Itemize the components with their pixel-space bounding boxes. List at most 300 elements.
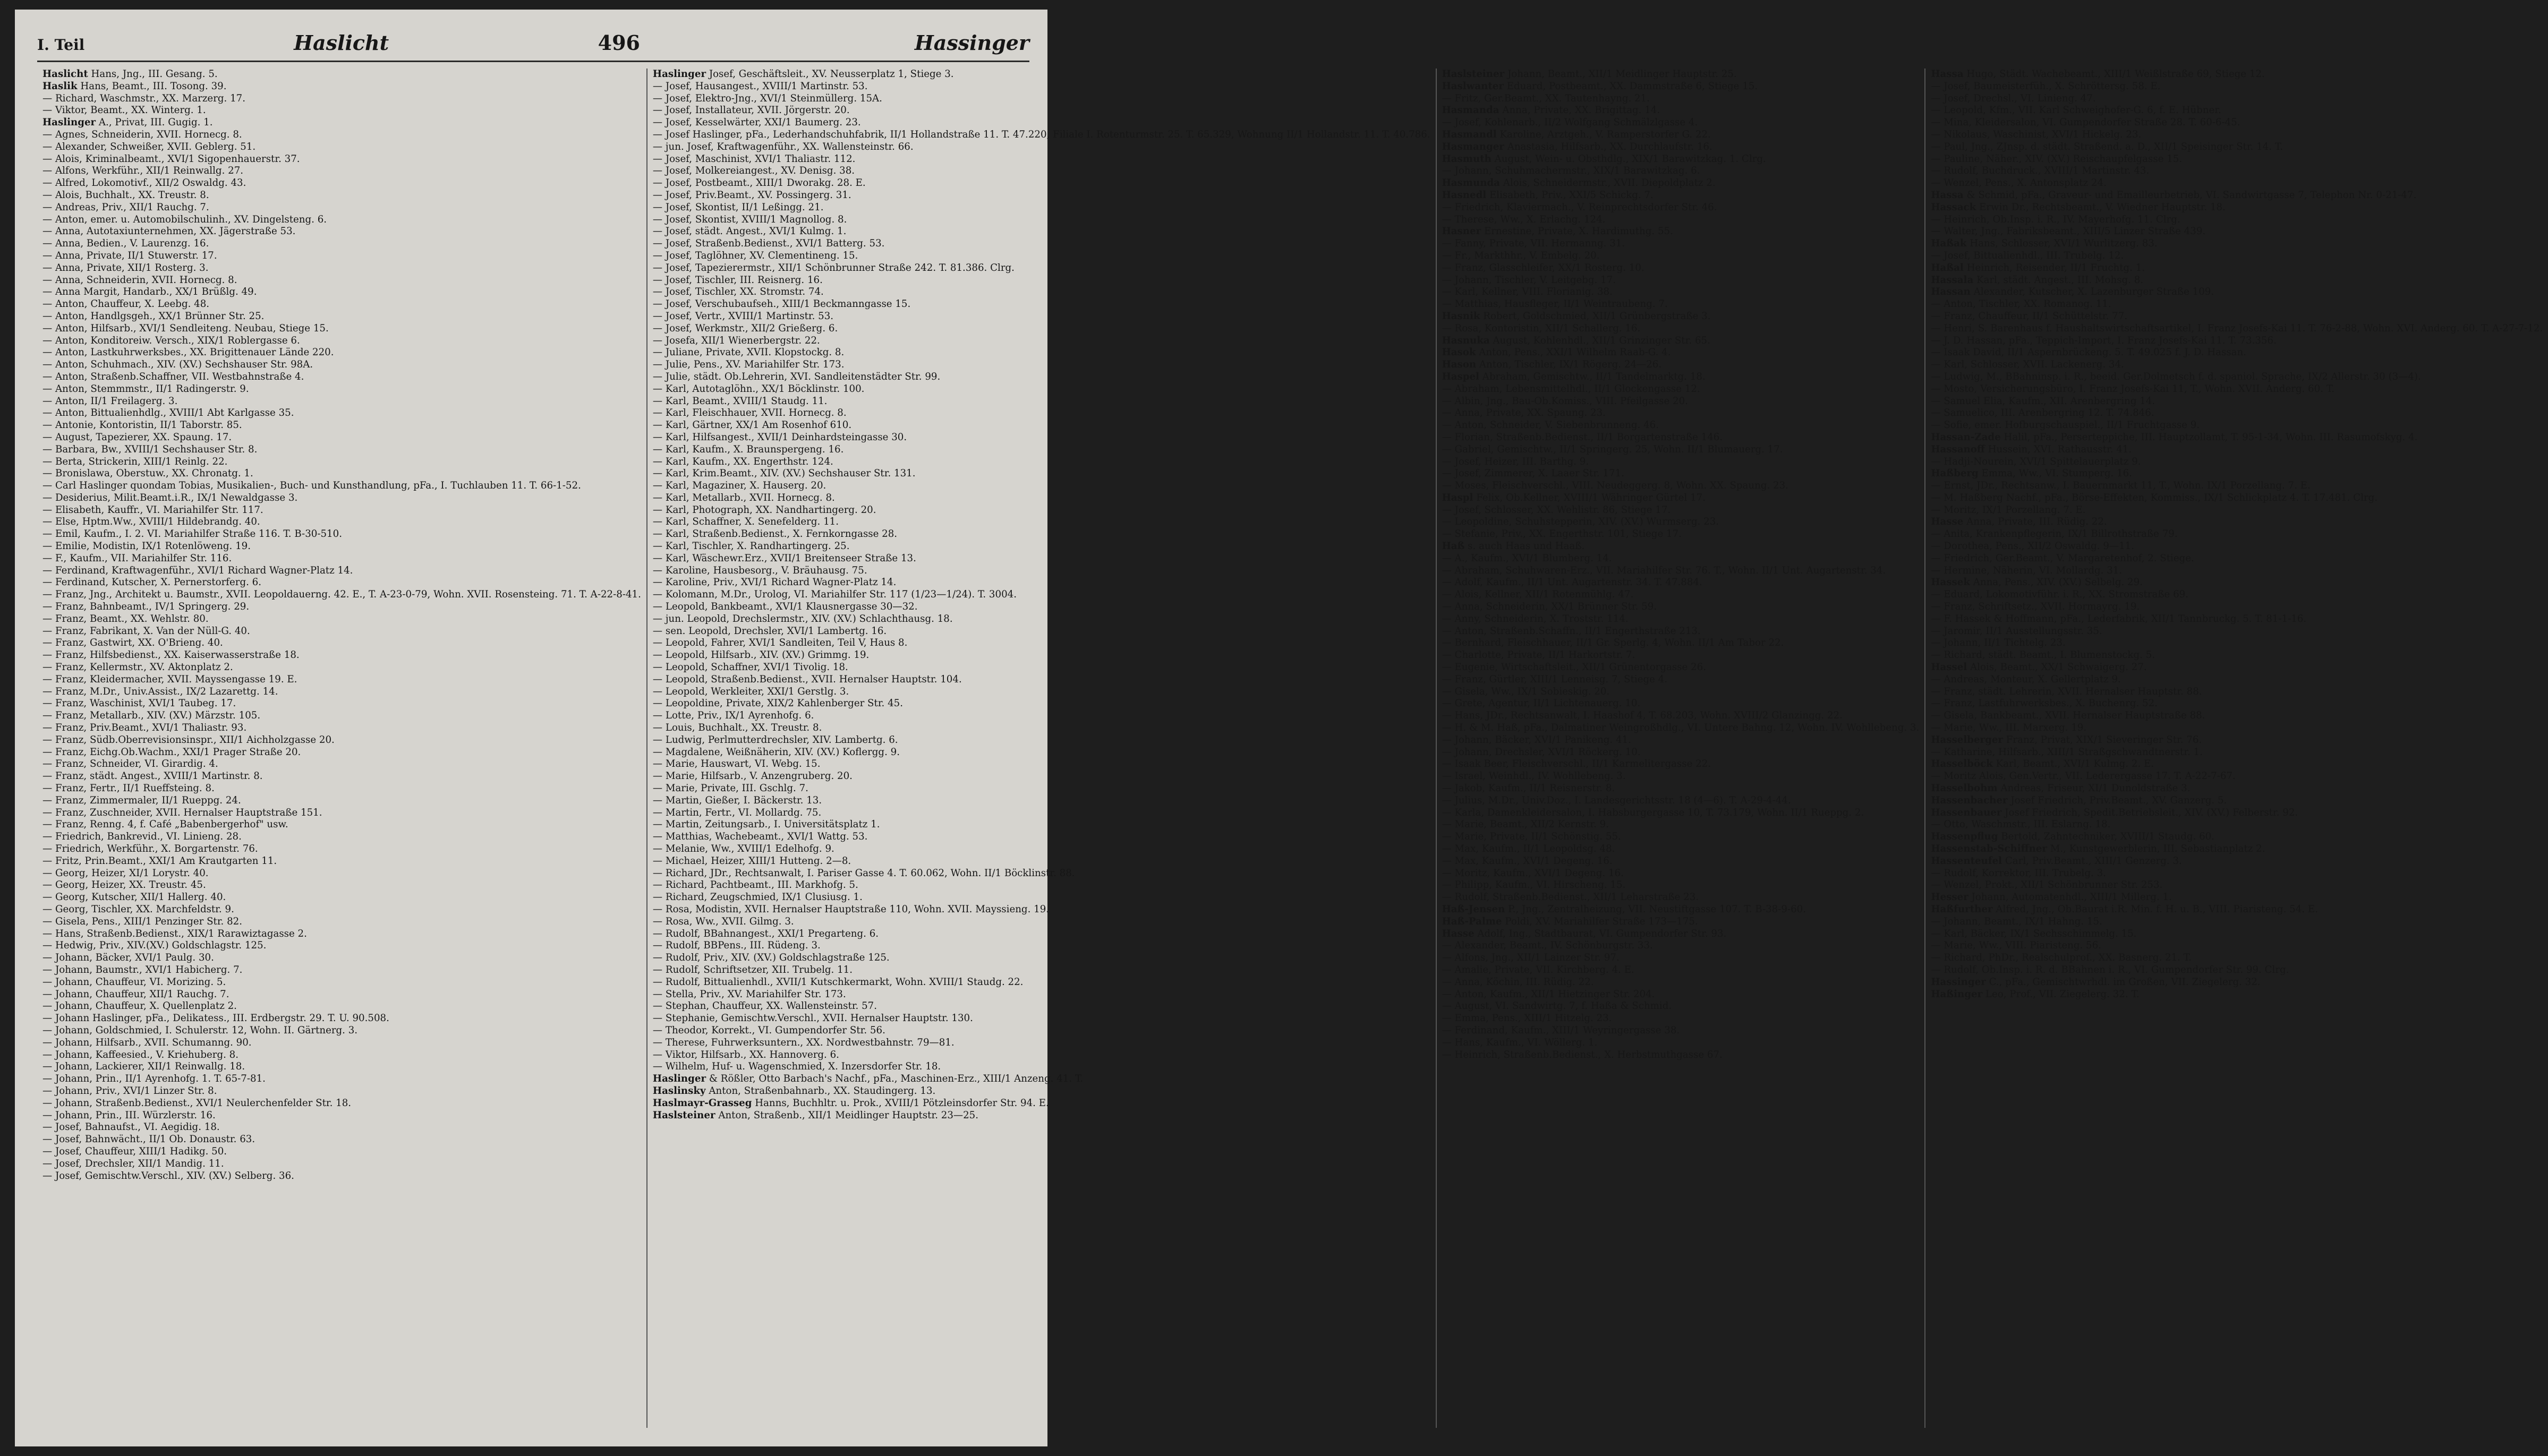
directory-entry: Hassel Alois, Beamt., XX/1 Schwaigerg. 27. [1931,662,2147,673]
column-3 [1437,68,1926,1428]
directory-entry: — Hedwig, Priv., XIV.(XV.) Goldschlagstr. 125. [42,940,267,952]
directory-entry: — Karl, Wäschewr.Erz., XVII/1 Breitenseer Straße 13. [652,552,916,564]
directory-entry: — Agnes, Schneiderin, XVII. Hornecg. 8. [42,129,242,140]
directory-entry: Haß s. auch Haas und Haaß. [1442,541,1585,552]
directory-entry: — Josefa, XII/1 Wienerbergstr. 22. [652,335,820,346]
directory-entry: — H. & M. Haß, pFa., Dalmatiner Weingroßhdlg., VI. Untere Bahng. 12, Wohn. IV. Wohllebeng. 3. [1442,722,1920,734]
directory-entry: — Karl, Fleischhauer, XVII. Hornecg. 8. [652,407,847,419]
directory-entry: — Eduard, Lokomotivführ. i. R., XX. Stromstraße 69. [1931,589,2189,601]
directory-entry: — Karl, Schlosser, XVII. Lackenerg. 34. [1931,359,2124,371]
directory-entry: — Franz, Südb.Oberrevisionsinspr., XII/1 Aichholzgasse 20. [42,734,335,746]
directory-entry: — Franz, Fabrikant, X. Van der Nüll-G. 40. [42,625,250,637]
directory-page [15,10,2543,1446]
directory-entry: — Josef, Bahnaufst., VI. Aegidig. 18. [42,1121,220,1133]
directory-entry: Haslmayr-Grasseg Hanns, Buchhltr. u. Prok., XVIII/1 Pötzleinsdorfer Str. 94. E. [652,1097,1049,1109]
directory-entry: — Johann, Lackierer, XII/1 Reinwallg. 18. [42,1061,245,1073]
directory-entry: — Georg, Heizer, XX. Treustr. 45. [42,879,206,891]
directory-entry: — Johann Haslinger, pFa., Delikatess., III. Erdbergstr. 29. T. U. 90.508. [42,1013,389,1024]
directory-entry: — Leopold, Fahrer, XVI/1 Sandleiten, Teil V, Haus 8. [652,637,908,649]
directory-entry: — Leopold, Straßenb.Bedienst., XVII. Hernalser Hauptstr. 104. [652,673,962,685]
directory-entry: — Friedrich, Bankrevid., VI. Linieng. 28. [42,831,242,843]
directory-entry: — Anna, Autotaxiunternehmen, XX. Jägerstraße 53. [42,226,296,237]
directory-entry: — Franz, städt. Lehrerin, XVII. Hernalser Hauptstr. 88. [1931,686,2202,697]
directory-entry: — Josef, Drechsler, XII/1 Mandig. 11. [42,1158,224,1169]
directory-entry: Hasnik Robert, Goldschmied, XII/1 Grünbergstraße 3. [1442,310,1711,322]
directory-entry: — Josef, Tischler, III. Reisnerg. 16. [652,274,823,286]
directory-entry: — Philipp, Kaufm., VI. Hirscheng. 15. [1442,879,1626,891]
directory-entry: — Josef, Hausangest., XVIII/1 Martinstr. 53. [652,80,868,92]
directory-entry: Haspl Felix, Ob.Kellner, XVIII/1 Währinger Gürtel 17. [1442,492,1706,503]
directory-entry: — Alfons, Werkführ., XII/1 Reinwallg. 27. [42,165,244,177]
directory-entry: Hassala Karl, städt. Angest., III. Mohsg. 8. [1931,274,2144,286]
directory-entry: — Josef, Bittualienhdl., III. Trubelg. 12. [1931,250,2124,261]
directory-entry: — Antonie, Kontoristin, II/1 Taborstr. 85. [42,419,242,431]
directory-entry: — Juliane, Private, XVII. Klopstockg. 8. [652,347,845,358]
directory-entry: Haslinsky Anton, Straßenbahnarb., XX. Staudingerg. 13. [652,1085,936,1097]
directory-entry: Hasmunda Alois, Schneidermstr., XVII. Diepoldplatz 2. [1442,177,1716,189]
directory-entry: — Josef, Tapezierermstr., XII/1 Schönbrunner Straße 242. T. 81.386. Clrg. [652,262,1015,273]
directory-entry: Hassenteufel Carl, Priv.Beamt., XIII/1 Genzerg. 3. [1931,855,2182,867]
directory-entry: — Josef, Baumeisterfüh., X. Schröttersg. 58. E. [1931,80,2161,92]
directory-entry: — Martin, Fertr., VI. Mollardg. 75. [652,807,822,818]
directory-entry: — Eugenie, Wirtschaftsleit., XII/1 Grünentorgasse 26. [1442,662,1706,673]
directory-entry: — Julie, Pens., XV. Mariahilfer Str. 173. [652,359,845,371]
directory-entry: Hasnuka August, Kohlenhdl., XII/1 Grinzinger Str. 65. [1442,335,1710,346]
directory-entry: — Moritz, IX/1 Porzellang. 7. E. [1931,504,2086,516]
directory-entry: — Rudolf, Straßenb.Bedienst., XII/1 Leharstraße 23. [1442,892,1699,903]
directory-entry: — Samuel Elia, Kaufm., XII. Arenbergring 14. [1931,395,2155,407]
directory-entry: — Fritz, Ger.Beamt., XX. Tautenhayng. 21. [1442,92,1650,104]
directory-entry: Haßinger Leo, Prof., VII. Ziegelerg. 32. T. [1931,988,2140,1000]
directory-entry: — Richard, JDr., Rechtsanwalt, I. Pariser Gasse 4. T. 60.062, Wohn. II/1 Böcklinstr. 88. [652,867,1075,879]
directory-entry: — Fanny, Private, VII. Hermanng. 31. [1442,238,1625,250]
directory-entry: — Josef, Maschinist, XVI/1 Thaliastr. 112. [652,153,856,165]
directory-entry: Hassenbacher Josef Friedrich, Priv.Beamt., XV. Ganzerg. 5. [1931,794,2227,806]
directory-entry: — Richard, Zeugschmied, IX/1 Clusiusg. 1. [652,892,863,903]
directory-entry: — Anna, Private, XII/1 Rosterg. 3. [42,262,209,273]
directory-entry: — Rosa, Modistin, XVII. Hernalser Hauptstraße 110, Wohn. XVII. Mayssieng. 19. [652,903,1050,915]
directory-entry: — Johann, Bäcker, XVI/1 Paulg. 30. [42,952,214,964]
directory-entry: — Heinrich, Ob.Insp. i. R., IV. Mayerhofg. 11. Clrg. [1931,213,2180,225]
directory-entry: — Max, Kaufm., II/1 Leopoldsg. 48. [1442,843,1615,854]
directory-entry: — Josef, Priv.Beamt., XV. Possingerg. 31. [652,189,851,201]
directory-entry: — Anton, Schuhmach., XIV. (XV.) Sechshauser Str. 98A. [42,359,313,371]
directory-entry: — Ludwig, Perlmutterdrechsler, XIV. Lambertg. 6. [652,734,898,746]
right-guide-word: Hassinger [914,31,1029,55]
entry-columns [37,68,2543,1428]
directory-entry: — Leopold, Kfm., VII. Karl Schweighofer-G. 6, f. E. Hübner. [1931,105,2221,116]
directory-entry: — Alois, Kriminalbeamt., XVI/1 Sigopenhauerstr. 37. [42,153,300,165]
directory-entry: Haslinger Josef, Geschäftsleit., XV. Neusserplatz 1, Stiege 3. [652,68,954,80]
directory-entry: — Johann, Prin., II/1 Ayrenhofg. 1. T. 65-7-81. [42,1073,266,1085]
directory-entry: — Andreas, Monteur, X. Gellertplatz 9. [1931,673,2121,685]
directory-entry: — Josef, Drechsl., VI. Linieng. 47. [1931,92,2096,104]
directory-entry: — Georg, Tischler, XX. Marchfeldstr. 9. [42,903,234,915]
directory-entry: — Emilie, Modistin, IX/1 Rotenlöweng. 19. [42,541,251,552]
directory-entry: — Josef, Straßenb.Bedienst., XVI/1 Batterg. 53. [652,238,885,250]
directory-entry: Haß-Palme Poldi, XV. Mariahilfer Straße 173—175. [1442,915,1698,927]
directory-entry: — Marie, Private, III. Gschlg. 7. [652,783,808,794]
directory-entry: — Abraham, Schuhwaren-Erz., VII. Mariahilfer Str. 76. T., Wohn. II/1 Unt. Augartenstr. 34. [1442,564,1886,576]
directory-entry: — Franz, Glasschleifer, XX/1 Rosterg. 10. [1442,262,1644,273]
directory-entry: — Abraham, Lebensmittelhdl., II/1 Glockengasse 12. [1442,383,1700,395]
directory-entry: — Heinrich, Straßenb.Bedienst., X. Herbstmuthgasse 67. [1442,1049,1723,1060]
directory-entry: — Fritz, Prin.Beamt., XXI/1 Am Krautgarten 11. [42,855,277,867]
directory-entry: — Martin, Gießer, I. Bäckerstr. 13. [652,794,822,806]
directory-entry: — Therese, Ww., X. Erlachg. 124. [1442,213,1606,225]
directory-entry: — Desiderius, Milit.Beamt.i.R., IX/1 Newaldgasse 3. [42,492,298,503]
directory-entry: — Karl, Autotaglöhn., XX/1 Böcklinstr. 100. [652,383,865,395]
directory-entry: — Anton, Handlgsgeh., XX/1 Brünner Str. 25. [42,310,265,322]
directory-entry: — Rudolf, Korrektor, III. Trubelg. 3. [1931,867,2106,879]
directory-entry: — Josef, Gemischtw.Verschl., XIV. (XV.) Selberg. 36. [42,1170,294,1181]
directory-entry: — Karl, Gärtner, XX/1 Am Rosenhof 610. [652,419,852,431]
page-header [37,31,1029,62]
directory-entry: — Sofie, emer. Hofburgschauspiel., II/1 Fruchtgasse 9. [1931,419,2200,431]
directory-entry: — Anton, Bittualienhdlg., XVIII/1 Abt Karlgasse 35. [42,407,294,419]
directory-entry: — Richard, Waschmstr., XX. Marzerg. 17. [42,92,246,104]
directory-entry: — Amalie, Private, VII. Kirchberg. 4. E. [1442,964,1634,975]
directory-entry: — Hans, Kaufm., VI. Wöllerg. 1. [1442,1037,1598,1048]
directory-entry: — Anton, Straßenb.Schaffn., II/1 Engerthstraße 213. [1442,625,1701,637]
directory-entry: — Stefanie, Priv., XX. Engerthstr. 101, Stiege 17. [1442,528,1682,540]
directory-entry: — Alois, Buchhalt., XX. Treustr. 8. [42,189,209,201]
directory-entry: Haßal Heinrich, Reisender, II/1 Fruchtg. 1. [1931,262,2145,273]
directory-entry: — jun. Josef, Kraftwagenführ., XX. Wallensteinstr. 66. [652,141,914,152]
directory-entry: — Gisela, Bankbeamt., XVII. Hernalser Hauptstraße 88. [1931,710,2205,722]
directory-entry: Hassack Erwin Dr., Rechtsbeamt., V. Wiedner Hauptstr. 18. [1931,201,2226,213]
directory-entry: — Paul, Jng., ZJnsp. d. städt. Straßend. a. D., XII/1 Speisinger Str. 14. T. [1931,141,2283,152]
directory-entry: Hassenpflug Bertold, Zahntechniker, XVIII/1 Staudg. 60. [1931,831,2215,843]
directory-entry: — Anita, Krankenpflegerin, IX/1 Billrothstraße 79. [1931,528,2178,540]
directory-entry: — Anton, Chauffeur, X. Leebg. 48. [42,298,210,310]
directory-entry: — Mina, Kleidersalon, VI. Gumpendorfer Straße 28. T. 60-6-45. [1931,117,2240,129]
directory-entry: — Josef, Bahnwächt., II/1 Ob. Donaustr. 63. [42,1134,255,1145]
directory-entry: — Johann, II/1 Tichtelg. 23. [1931,637,2066,649]
directory-entry: Hassa Hugo, Städt. Wachebeamt., XIII/1 Weißlstraße 69, Stiege 12. [1931,68,2265,80]
directory-entry: — Julie, städt. Ob.Lehrerin, XVI. Sandleitenstädter Str. 99. [652,371,941,382]
directory-entry: — Anton, Konditoreiw. Versch., XIX/1 Roblergasse 6. [42,335,300,346]
directory-entry: — Hans, JDr., Rechtsanwalt, I. Haashof 4, T. 68.203, Wohn. XVIII/2 Glanzingg. 22. [1442,710,1843,722]
directory-entry: — Rudolf, BBahnangest., XXI/1 Pregarteng. 6. [652,928,879,939]
directory-entry: — Franz, Schriftsetz., XVII. Hormayrg. 19. [1931,601,2140,613]
directory-entry: — Josef, Skontist, XVIII/1 Magnollog. 8. [652,213,847,225]
directory-entry: Hasnedl Elisabeth, Priv., XXI/5 Schickg. 7. [1442,189,1654,201]
directory-entry: — Leopold, Bankbeamt., XVI/1 Klausnergasse 30—32. [652,601,918,613]
directory-entry: — Karl, Magaziner, X. Hauserg. 20. [652,480,826,492]
directory-entry: — Josef, Werkmstr., XII/2 Grießerg. 6. [652,322,838,334]
directory-entry: — Lotte, Priv., IX/1 Ayrenhofg. 6. [652,710,814,722]
directory-entry: — Johann, Priv., XVI/1 Linzer Str. 8. [42,1085,217,1097]
directory-entry: — Josef, Installateur, XVII. Jörgerstr. 20. [652,105,850,116]
directory-entry: — Pauline, Näher., XIV. (XV.) Reischaupfelgasse 15. [1931,153,2183,165]
directory-entry: — Franz, Zimmermaler, II/1 Rueppg. 24. [42,794,241,806]
directory-entry: — Franz, Priv.Beamt., XVI/1 Thaliastr. 93. [42,722,247,734]
directory-entry: Haslsteiner Johann, Beamt., XII/1 Meidlinger Hauptstr. 25. [1442,68,1737,80]
directory-entry: — Wenzel, Prokt., XII/1 Schönbrunner Str. 253. [1931,879,2163,891]
directory-entry: — Johann, Chauffeur, VI. Morizing. 5. [42,976,226,988]
directory-entry: — Alexander, Schweißer, XVII. Geblerg. 51. [42,141,256,152]
directory-entry: Haslsteiner Anton, Straßenb., XII/1 Meidlinger Hauptstr. 23—25. [652,1109,979,1121]
directory-entry: — Anton, Tischler, XX. Romanog. 11. [1931,298,2111,310]
directory-entry: — Anton, Schneider, V. Siebenbrunneng. 46. [1442,419,1659,431]
directory-entry: — jun. Leopold, Drechslermstr., XIV. (XV.) Schlachthausg. 18. [652,613,953,624]
directory-entry: — Johann, Baumstr., XVI/1 Habicherg. 7. [42,964,243,975]
directory-entry: — Franz, Kleidermacher, XVII. Mayssengasse 19. E. [42,673,297,685]
directory-entry: — Viktor, Beamt., XX. Winterg. 1. [42,105,206,116]
directory-entry: — Johann, Goldschmied, I. Schulerstr. 12, Wohn. II. Gärtnerg. 3. [42,1024,358,1036]
directory-entry: — Moses, Fleischverschl., VIII. Neudeggerg. 8, Wohn. XX. Spaung. 23. [1442,480,1788,492]
directory-entry: — Israel, Weinhdl., IV. Wohllebeng. 3. [1442,770,1626,782]
directory-entry: — M. Haßberg Nachf., pFa., Börse-Effekten, Kommiss., IX/1 Schlickplatz 4. T. 17.481. Clrg. [1931,492,2378,503]
directory-entry: — Johann, Bäcker, XVI/1 Panikeng. 41. [1442,734,1631,746]
directory-entry: — Franz, Gürtler, XIII/1 Lenneisg. 7, Stiege 4. [1442,673,1668,685]
directory-entry: — Matthias, Wachebeamt., XVI/1 Wattg. 53. [652,831,868,843]
directory-entry: Haslinger & Rößler, Otto Barbach's Nachf., pFa., Maschinen-Erz., XIII/1 Anzeng. 41. T. [652,1073,1084,1085]
directory-entry: — Hans, Straßenb.Bedienst., XIX/1 Rarawiztagasse 2. [42,928,307,939]
directory-entry: — Anton, emer. u. Automobilschulinh., XV. Dingelsteng. 6. [42,213,327,225]
directory-entry: Hassek Anna, Pens., XIV. (XV.) Selbelg. 29. [1931,577,2143,588]
directory-entry: — Michael, Heizer, XIII/1 Hutteng. 2—8. [652,855,851,867]
directory-entry: — Rudolf, BBPens., III. Rüdeng. 3. [652,940,821,952]
directory-entry: — Josef, Kesselwärter, XXI/1 Baumerg. 23. [652,117,861,129]
directory-entry: — Jakob, Kaufm., II/1 Reisnerstr. 8. [1442,783,1615,794]
directory-entry: — Alfred, Lokomotivf., XII/2 Oswaldg. 43. [42,177,246,189]
directory-entry: Hason Anton, Tischler, IX/1 Rögerg. 24—26. [1442,359,1662,371]
directory-entry: — Bronislawa, Oberstuw., XX. Chronatg. 1. [42,468,253,479]
directory-entry: — Anton, Straßenb.Schaffner, VII. Westbahnstraße 4. [42,371,304,382]
directory-entry: Hasselböck Karl, Beamt., XVI/1 Kulmg. 2. E. [1931,758,2154,770]
directory-entry: — Andreas, Priv., XII/1 Rauchg. 7. [42,201,209,213]
directory-entry: — Rosa, Ww., XVII. Gilmg. 3. [652,915,794,927]
directory-entry: — Anton, Lastkuhrwerksbes., XX. Brigittenauer Lände 220. [42,347,334,358]
directory-entry: — Anna Margit, Handarb., XX/1 Brüßlg. 49. [42,286,257,298]
directory-entry: — Josef, Elektro-Jng., XVI/1 Steinmüllerg. 15A. [652,92,882,104]
directory-entry: — Karl, Tischler, X. Randhartingerg. 25. [652,541,850,552]
directory-entry: — Marie, Hauswart, VI. Webg. 15. [652,758,821,770]
directory-entry: — August, Tapezierer, XX. Spaung. 17. [42,431,232,443]
directory-entry: — Johann, Chauffeur, X. Quellenplatz 2. [42,1000,237,1012]
directory-entry: — Barbara, Bw., XVIII/1 Sechshauser Str. 8. [42,443,258,455]
directory-entry: — Karl, Bäcker, IX/1 Sechsschimmelg. 15. [1931,928,2137,939]
directory-entry: Hassan Alexander, Kutscher, X. Lazenburger Straße 109. [1931,286,2214,298]
directory-entry: — Ferdinand, Kraftwagenführ., XVI/1 Richard Wagner-Platz 14. [42,564,353,576]
directory-entry: — Josef, Verschubaufseh., XIII/1 Beckmanngasse 15. [652,298,911,310]
directory-entry: — Franz, Fertr., II/1 Rueffsteing. 8. [42,783,215,794]
directory-entry: — Moritz Alois, Gen.Vertr., VII. Lederergasse 17. T. A-22-7-67. [1931,770,2236,782]
directory-entry: — Magdalene, Weißnäherin, XIV. (XV.) Koflergg. 9. [652,746,900,758]
directory-entry: — Rudolf, Buchdruck., XVIII/1 Martinstr. 43. [1931,165,2150,177]
directory-entry: — Karl, Schaffner, X. Senefelderg. 11. [652,516,839,528]
directory-entry: — Johann, Tischler, V. Leitgebg. 17. [1442,274,1616,286]
directory-entry: — Stella, Priv., XV. Mariahilfer Str. 173. [652,988,846,1000]
directory-entry: Haßak Hans, Schlosser, XVI/1 Wurlitzerg. 83. [1931,238,2158,250]
directory-entry: — Franz, Lastfuhrwerksbes., X. Buchenrg. 52. [1931,698,2158,709]
directory-entry: Hasse Anna, Private, III. Rüdig. 22. [1931,516,2107,528]
directory-entry: — Albin, Jng., Bau-Ob.Komiss., VIII. Pfeilgasse 20. [1442,395,1688,407]
directory-entry: — Georg, Heizer, XI/1 Lorystr. 40. [42,867,209,879]
directory-entry: — Rudolf, Ob.Insp. i. R. d. BBahnen i. R., VI. Gumpendorfer Str. 99. Clrg. [1931,964,2289,975]
directory-entry: — Marie, Ww., VIII. Piaristeng. 56. [1931,940,2101,952]
directory-entry: — Anton, Stemmmstr., II/1 Radingerstr. 9. [42,383,249,395]
directory-entry: — Anny, Schneiderin, X. Troststr. 114. [1442,613,1629,624]
directory-entry: — Theodor, Korrekt., VI. Gumpendorfer Str. 56. [652,1024,885,1036]
directory-entry: — Johann, Chauffeur, XII/1 Rauchg. 7. [42,988,229,1000]
directory-entry: — Stephanie, Gemischtw.Verschl., XVII. Hernalser Hauptstr. 130. [652,1013,973,1024]
directory-entry: — Ferdinand, Kutscher, X. Pernerstorferg. 6. [42,577,262,588]
directory-entry: — Franz, Schneider, VI. Girardig. 4. [42,758,218,770]
directory-entry: — Josef, Taglöhner, XV. Clementineng. 15. [652,250,858,261]
directory-entry: — Friedrich, Ger.Beamt., V. Margaretenhof, 2. Stiege. [1931,552,2194,564]
directory-entry: — Josef, Postbeamt., XIII/1 Dworakg. 28. E. [652,177,866,189]
part-label: I. Teil [37,36,85,54]
directory-entry: — Gabriel, Gemischtw., II/1 Springerg. 25, Wohn. II/1 Blumauerg. 17. [1442,443,1783,455]
directory-entry: — Josef, Tischler, XX. Stromstr. 74. [652,286,824,298]
directory-entry: — Anton, II/1 Freilagerg. 3. [42,395,178,407]
directory-entry: — Rudolf, Schriftsetzer, XII. Trubelg. 11. [652,964,853,975]
directory-entry: Hesser Johann, Automatenhdl., XIII/1 Millerg. 1. [1931,892,2172,903]
directory-entry: — Franz, Waschinist, XVI/1 Taubeg. 17. [42,698,236,709]
directory-entry: — sen. Leopold, Drechsler, XVI/1 Lambertg. 16. [652,625,887,637]
directory-entry: Haßfurther Alfred, Jng., Ob.Baurat i.R. Min. f. H. u. B., VIII. Piaristeng. 54. E. [1931,903,2318,915]
directory-entry: — Georg, Kutscher, XII/1 Hallerg. 40. [42,892,226,903]
directory-entry: — Isaak Beer, Fleischverschl., II/1 Karmelitergasse 22. [1442,758,1711,770]
column-1 [37,68,647,1428]
directory-entry: — Franz, Gastwirt, XX. O'Brieng. 40. [42,637,223,649]
directory-entry: — Kolomann, M.Dr., Urolog, VI. Mariahilfer Str. 117 (1/23—1/24). T. 3004. [652,589,1017,601]
directory-entry: — Leopoldine, Private, XIX/2 Kahlenberger Str. 45. [652,698,904,709]
directory-entry: — Viktor, Hilfsarb., XX. Hannoverg. 6. [652,1049,839,1060]
directory-entry: — Melanie, Ww., XVIII/1 Edelhofg. 9. [652,843,834,854]
directory-entry: — Johann, Drechsler, XVI/1 Röckerg. 10. [1442,746,1641,758]
directory-entry: — Franz, Hilfsbedienst., XX. Kaiserwasserstraße 18. [42,649,300,661]
directory-entry: — Katharine, Hilfsarb., XIII/1 Straßgschwandtnerstr. 1. [1931,746,2203,758]
directory-entry: — Stephan, Chauffeur, XX. Wallensteinstr. 57. [652,1000,877,1012]
page-number: 496 [598,31,640,55]
directory-entry: — Adolf, Kaufm., II/1 Unt. Augartenstr. 34. T. 47.884. [1442,577,1702,588]
directory-entry: — Franz, Beamt., XX. Wehlstr. 80. [42,613,209,624]
directory-entry: — Richard, Pachtbeamt., III. Markhofg. 5. [652,879,858,891]
directory-entry: — Gisela, Pens., XIII/1 Penzinger Str. 82. [42,915,243,927]
directory-entry: — Martin, Zeitungsarb., I. Universitätsplatz 1. [652,819,880,830]
directory-entry: — Max, Kaufm., XVI/1 Degeng. 16. [1442,855,1613,867]
directory-entry: — Emil, Kaufm., I. 2. VI. Mariahilfer Straße 116. T. B-30-510. [42,528,342,540]
directory-entry: — Johann, Hilfsarb., XVII. Schumanng. 90. [42,1037,252,1048]
directory-entry: — Rudolf, Priv., XIV. (XV.) Goldschlagstraße 125. [652,952,890,964]
directory-entry: — Josef, Heizer, III. Barthg. 9. [1442,456,1589,467]
directory-entry: — Henri, S. Barenhaus f. Haushaltswirtschaftsartikel, I. Franz Josefs-Kai 11. T. 76-2-88, Wohn. XVI. Anderg. 60. T. A-27-7-12. [1931,322,2543,334]
directory-entry: — Karl, Krim.Beamt., XIV. (XV.) Sechshauser Str. 131. [652,468,916,479]
directory-entry: — Franz, städt. Angest., XVIII/1 Martinstr. 8. [42,770,263,782]
directory-entry: — Hadji-Nourein, XVI/1 Spittelauerplatz 9. [1931,456,2141,467]
directory-entry: — Wenzel, Pens., X. Antonsplatz 24. [1931,177,2107,189]
directory-entry: — Grete, Agentur, II/1 Lichtenauerg. 10. [1442,698,1641,709]
directory-entry: — Isaak David, II/1 Aspernbrückeng. 5. T. 49.025 f. J. D. Hassan. [1931,347,2246,358]
directory-entry: — Karla, Damenkleidersalon, I. Habsburgergasse 10, T. 73.179, Wohn. II/1 Rueppg. 2. [1442,807,1864,818]
directory-entry: — Leopold, Schaffner, XVI/1 Tivolig. 18. [652,662,848,673]
directory-entry: — Karoline, Priv., XVI/1 Richard Wagner-Platz 14. [652,577,897,588]
directory-entry: — Rudolf, Bittualienhdl., XVII/1 Kutschkermarkt, Wohn. XVIII/1 Staudg. 22. [652,976,1024,988]
directory-entry: Hasmuth August, Wein- u. Obsthdlg., XIX/1 Barawitzkag. 1. Clrg. [1442,153,1766,165]
directory-entry: — Karl, Straßenb.Bedienst., X. Fernkorngasse 28. [652,528,898,540]
directory-entry: — Alexander, Beamt., IV. Schönburgstr. 33. [1442,940,1653,952]
directory-entry: — Leopoldine, Schuhstepperin, XIV. (XV.) Wurmserg. 23. [1442,516,1719,528]
column-4 [1925,68,2548,1428]
directory-entry: — Ludwig, M., BBahninsp. i. R., beeid. Ger.Dolmetsch f. d. spaniol. Sprache, IX/2 Allerstr. 30 (3—4). [1931,371,2421,382]
directory-entry: — Johann, Schuhmachermstr., XIX/1 Barawitzkag. 6. [1442,165,1700,177]
directory-entry: — Marie, Ww., III. Marxerg. 19. [1931,722,2087,734]
directory-entry: — Josef, Vertr., XVIII/1 Martinstr. 53. [652,310,834,322]
directory-entry: — Berta, Strickerin, XIII/1 Reinlg. 22. [42,456,228,467]
directory-entry: — Karl, Kaufm., XX. Engerthstr. 124. [652,456,833,467]
directory-entry: — Karoline, Hausbesorg., V. Bräuhausg. 75. [652,564,867,576]
directory-entry: — Moritz, Kaufm., XVI/1 Degeng. 16. [1442,867,1624,879]
directory-entry: — Mosto, Versicherungsbüro, I. Franz Josefs-Kai 11, T., Wohn. XVII. Anderg. 60. T. [1931,383,2334,395]
directory-entry: — Ernst, JDr., Rechtsanw., I. Bauernmarkt 11, T., Wohn. IX/1 Porzellang. 7. E. [1931,480,2311,492]
directory-entry: — Wilhelm, Huf- u. Wagenschmied, X. Inzersdorfer Str. 18. [652,1061,941,1073]
directory-entry: — Fr., Markthhr., V. Embelg. 20. [1442,250,1600,261]
directory-entry: — Jaromir, II/1 Ausstellungsstr. 35. [1931,625,2102,637]
directory-entry: — Karl, Beamt., XVIII/1 Staudg. 11. [652,395,828,407]
directory-entry: — Josef Haslinger, pFa., Lederhandschuhfabrik, II/1 Hollandstraße 11. T. 47.220, Filiale I. Rotenturmstr. 25. T. 65.329, Wohnung II/1 Hollandstr. 11. T. 40.786. [652,129,1430,140]
directory-entry: — Marie, Hilfsarb., V. Anzengruberg. 20. [652,770,853,782]
directory-entry: — Franz, Eichg.Ob.Wachm., XXI/1 Prager Straße 20. [42,746,301,758]
directory-entry: — Samuelico, III. Arenbergring 12. T. 74.846. [1931,407,2154,419]
directory-entry: — Josef, Skontist, II/1 Leßingg. 21. [652,201,824,213]
directory-entry: — Friedrich, Klaviermach., V. Reinprechtsdorfer Str. 46. [1442,201,1717,213]
directory-entry: — Bernhard, Fleischhauer, II/1 Gr. Sperlg. 4, Wohn. II/1 Am Tabor 22. [1442,637,1784,649]
directory-entry: — Emma, Pens., XIII/1 Hitzelg. 23. [1442,1013,1612,1024]
directory-entry: — Richard, städt. Beamt., I. Blumenstockg. 5. [1931,649,2155,661]
directory-entry: — Marie, Private, II/1 Schönstig. 55. [1442,831,1621,843]
directory-entry: — J. D. Hassan, pFa., Teppich-Import, I. Franz Josefs-Kai 11. T. 73.356. [1931,335,2277,346]
directory-entry: — Franz, Renng. 4, f. Café „Babenbergerhof" usw. [42,819,288,830]
directory-entry: Haslicht Hans, Jng., III. Gesang. 5. [42,68,218,80]
directory-entry: — Karl, Metallarb., XVII. Hornecg. 8. [652,492,835,503]
directory-entry: — Marie, Beamt., XII/2 Kernstr. 9. [1442,819,1609,830]
directory-entry: — Charlotte, Private, II/1 Harkortstr. 7. [1442,649,1635,661]
directory-entry: — Anna, Private, XX. Spaung. 23. [1442,407,1606,419]
directory-entry: — Anna, Köchin, III. Rüdig. 22. [1442,976,1594,988]
directory-entry: — Franz, Metallarb., XIV. (XV.) Märzstr. 105. [42,710,261,722]
directory-entry: — Nikolaus, Waschinist, XVI/1 Hickelg. 23. [1931,129,2142,140]
directory-entry: — Josef, Kohlenarb., II/2 Wolfgang Schmälzlgasse 4. [1442,117,1698,129]
directory-entry: — Anna, Private, II/1 Stuwerstr. 17. [42,250,217,261]
directory-entry: — Franz, Kellermstr., XV. Aktonplatz 2. [42,662,233,673]
directory-entry: — Franz, M.Dr., Univ.Assist., IX/2 Lazarettg. 14. [42,686,278,697]
directory-entry: — Rosa, Kontoristin, XII/1 Schallerg. 16. [1442,322,1641,334]
directory-entry: — Leopold, Werkleiter, XXI/1 Gerstlg. 3. [652,686,849,697]
directory-entry: — Ferdinand, Kaufm., XIII/1 Weyringergasse 38. [1442,1024,1680,1036]
directory-entry: Hassanoff Hussein, XVI. Rathausstr. 41. [1931,443,2132,455]
directory-entry: — A., Kaufm., XVI/1 Blumberg. 14. [1442,552,1612,564]
directory-entry: Hasner Ernestine, Private, X. Hardimuthg. 55. [1442,226,1673,237]
directory-entry: — Alois, Kellner, XII/1 Rotenmühlg. 47. [1442,589,1634,601]
directory-entry: Hassan-Zade Halil, pFa., Perserteppiche, III. Hauptzollamt, T. 95-1-34, Wohn. III. Rasumofskyg. 4. [1931,431,2418,443]
directory-entry: — Josef, Molkereiangest., XV. Denisg. 38. [652,165,855,177]
directory-entry: — Josef, Zimmerer, X. Laaer Str. 171. [1442,468,1624,479]
directory-entry: Haslwanter Eduard, Postbeamt., XX. Dammstraße 6, Stiege 15. [1442,80,1758,92]
directory-entry: — Johann, Kaffeesied., V. Kriehuberg. 8. [42,1049,238,1060]
directory-entry: — Walter, Jng., Fabriksbeamt., XIII/5 Linzer Straße 439. [1931,226,2206,237]
directory-entry: — Otto, Waschmstr., III. Eslarng. 18. [1931,819,2111,830]
directory-entry: — Else, Hptm.Ww., XVIII/1 Hildebrandg. 40. [42,516,260,528]
directory-entry: — Alfons, Jng., XII/1 Lainzer Str. 97. [1442,952,1620,964]
directory-entry: Hasmanger Anastasia, Hilfsarb., XX. Durchlaufstr. 16. [1442,141,1712,152]
directory-entry: — Josef, Schlosser, XX. Wehlistr. 86, Stiege 17. [1442,504,1671,516]
directory-entry: — Johann, Beamt., IX/1 Hahng. 15. [1931,915,2102,927]
directory-entry: Haslik Hans, Beamt., III. Tosong. 39. [42,80,227,92]
